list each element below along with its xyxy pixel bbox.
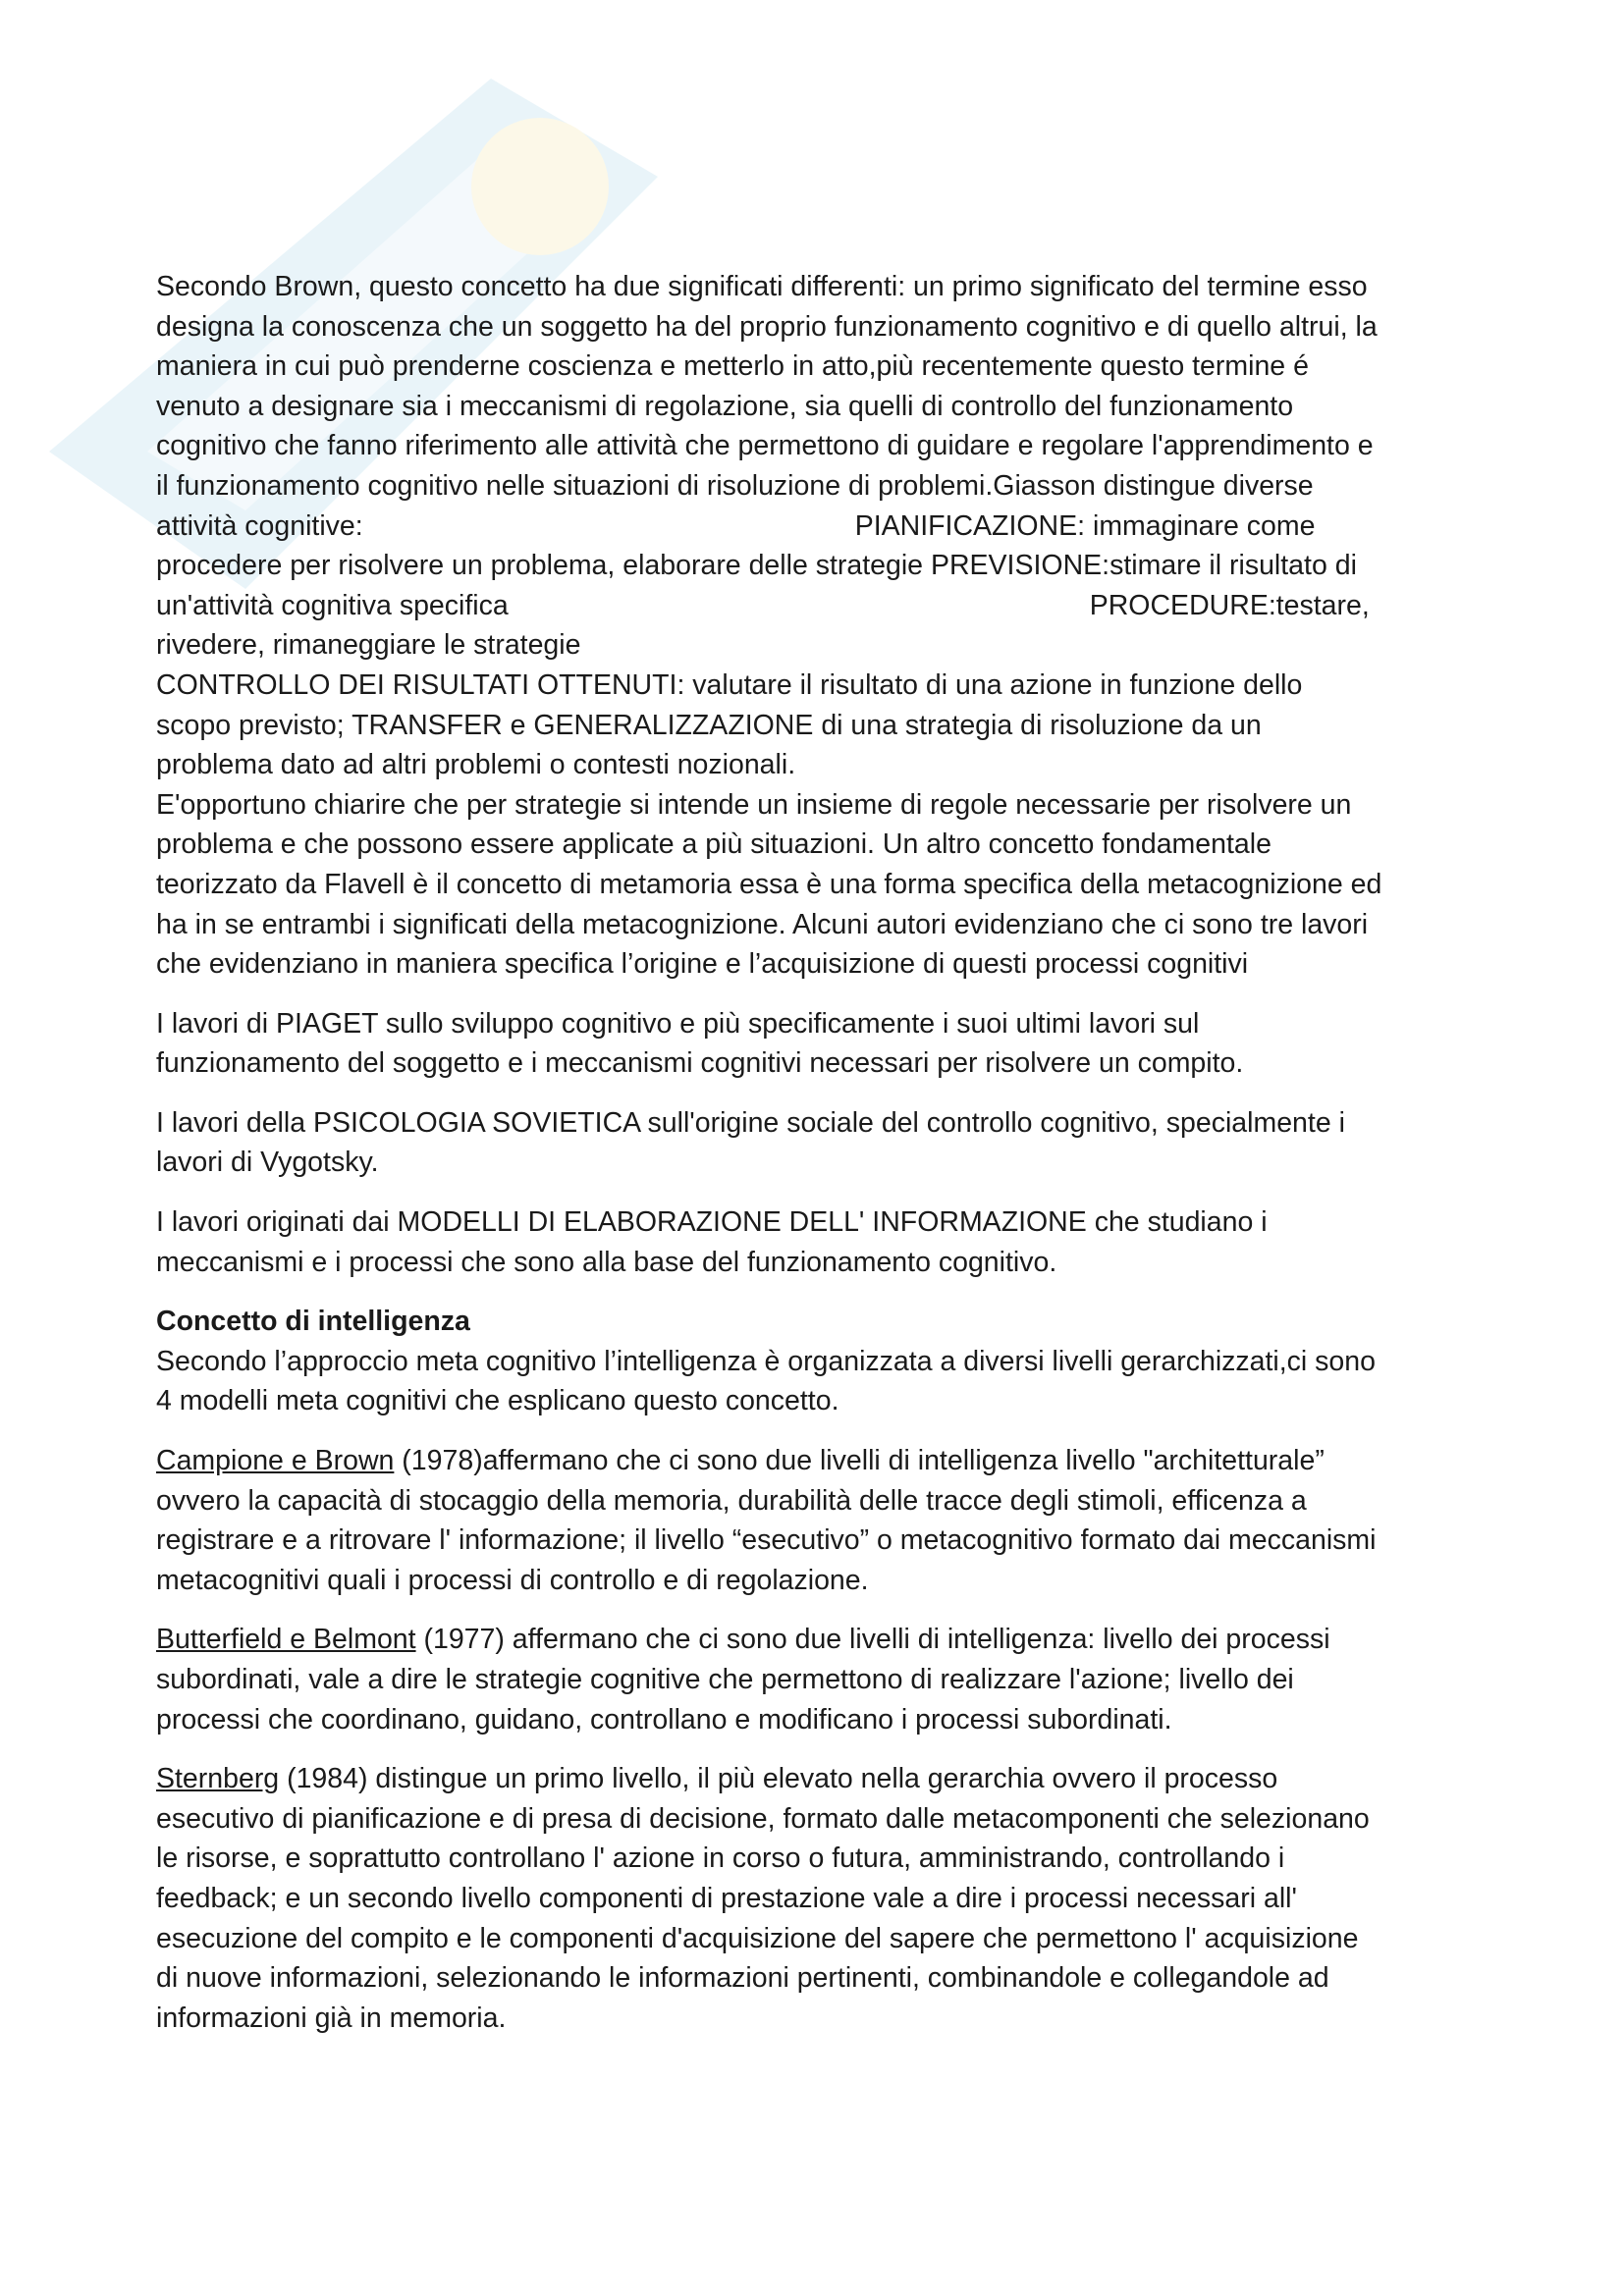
text-line: lavori di Vygotsky. [156, 1147, 379, 1179]
document-body [156, 267, 1482, 2038]
text-line: che evidenziano in maniera specifica l’origine e l’acquisizione di questi processi cognitivi [156, 948, 1249, 981]
text-line: I lavori della PSICOLOGIA SOVIETICA sull'origine sociale del controllo cognitivo, specialmente i [156, 1106, 1345, 1139]
text-line: problema dato ad altri problemi o contesti nozionali. [156, 749, 796, 781]
paragraph-metacognition [156, 267, 1482, 985]
text-line: venuto a designare sia i meccanismi di regolazione, sia quelli di controllo del funzionamento [156, 390, 1294, 422]
author-name: Butterfield e Belmont [156, 1624, 416, 1656]
text-line: cognitivo che fanno riferimento alle attività che permettono di guidare e regolare l'apprendimento e [156, 430, 1374, 462]
text-line: registrare e a ritrovare l' informazione; il livello “esecutivo” o metacognitivo formato dai meccanismi [156, 1524, 1377, 1557]
text-line: informazioni già in memoria. [156, 2002, 507, 2034]
paragraph-butterfield-belmont [156, 1620, 1482, 1739]
text-line: rivedere, rimaneggiare le strategie [156, 629, 581, 662]
text-line: di nuove informazioni, selezionando le informazioni pertinenti, combinandole e collegandole ad [156, 1962, 1329, 1995]
text-line: feedback; e un secondo livello componenti di prestazione vale a dire i processi necessari all' [156, 1882, 1297, 1914]
text-line: teorizzato da Flavell è il concetto di metamoria essa è una forma specifica della metacognizione ed [156, 868, 1382, 900]
text-fragment: attività cognitive: [156, 509, 363, 542]
text-line: processi che coordinano, guidano, controllano e modificano i processi subordinati. [156, 1703, 1172, 1735]
text-line: maniera in cui può prenderne coscienza e metterlo in atto,più recentemente questo termine é [156, 350, 1309, 383]
paragraph-piaget [156, 1004, 1482, 1084]
author-name: Sternberg [156, 1763, 280, 1795]
section-heading: Concetto di intelligenza [156, 1306, 470, 1338]
text-line: subordinati, vale a dire le strategie cognitive che permettono di realizzare l'azione; livello dei [156, 1664, 1294, 1695]
text-line [156, 1441, 1482, 1481]
section-intelligence [156, 1302, 1482, 1421]
text-line: esecutivo di pianificazione e di presa di decisione, formato dalle metacomponenti che selezionano [156, 1802, 1370, 1835]
text-line: designa la conoscenza che un soggetto ha del proprio funzionamento cognitivo e di quello altrui, la [156, 310, 1378, 343]
text-line: funzionamento del soggetto e i meccanismi cognitivi necessari per risolvere un compito. [156, 1047, 1244, 1080]
paragraph-soviet-psychology [156, 1103, 1482, 1183]
text-line [156, 1759, 1482, 1799]
text-line: ovvero la capacità di stocaggio della memoria, durabilità delle tracce degli stimoli, efficenza a [156, 1484, 1307, 1517]
text-line: ha in se entrambi i significati della metacognizione. Alcuni autori evidenziano che ci sono tre lavori [156, 908, 1369, 940]
text-line: CONTROLLO DEI RISULTATI OTTENUTI: valutare il risultato di una azione in funzione dello [156, 668, 1303, 701]
text-line [156, 507, 1482, 547]
text-line: esecuzione del compito e le componenti d'acquisizione del sapere che permettono l' acquisizione [156, 1922, 1359, 1954]
paragraph-campione-brown [156, 1441, 1482, 1600]
text-fragment: un'attività cognitiva specifica [156, 589, 509, 621]
text-line [156, 1620, 1482, 1660]
text-fragment: (1977) affermano che ci sono due livelli di intelligenza: livello dei processi [415, 1624, 1330, 1656]
text-fragment: (1984) distingue un primo livello, il più elevato nella gerarchia ovvero il processo [279, 1763, 1278, 1795]
text-line: Secondo l’approccio meta cognitivo l’intelligenza è organizzata a diversi livelli gerarchizzati,ci sono [156, 1345, 1376, 1377]
text-line: procedere per risolvere un problema, elaborare delle strategie PREVISIONE:stimare il risultato di [156, 550, 1357, 582]
text-fragment: (1978)affermano che ci sono due livelli di intelligenza livello "architetturale” [394, 1445, 1325, 1477]
text-line: I lavori originati dai MODELLI DI ELABORAZIONE DELL' INFORMAZIONE che studiano i [156, 1206, 1268, 1239]
text-line: 4 modelli meta cognitivi che esplicano questo concetto. [156, 1385, 839, 1417]
text-fragment: PIANIFICAZIONE: immaginare come [854, 509, 1316, 542]
text-line: il funzionamento cognitivo nelle situazioni di risoluzione di problemi.Giasson distingue diverse [156, 469, 1314, 502]
text-line: le risorse, e soprattutto controllano l' azione in corso o futura, amministrando, controllando i [156, 1842, 1285, 1875]
author-name: Campione e Brown [156, 1445, 395, 1477]
text-line: problema e che possono essere applicate a più situazioni. Un altro concetto fondamentale [156, 828, 1271, 861]
text-line: I lavori di PIAGET sullo sviluppo cognitivo e più specificamente i suoi ultimi lavori sul [156, 1007, 1200, 1040]
text-line [156, 586, 1482, 626]
text-line: scopo previsto; TRANSFER e GENERALIZZAZIONE di una strategia di risoluzione da un [156, 709, 1262, 741]
text-line: Secondo Brown, questo concetto ha due significati differenti: un primo significato del termine esso [156, 271, 1368, 302]
text-fragment: PROCEDURE:testare, [1089, 589, 1370, 621]
paragraph-sternberg [156, 1759, 1482, 2038]
paragraph-information-models [156, 1202, 1482, 1282]
text-line: meccanismi e i processi che sono alla base del funzionamento cognitivo. [156, 1246, 1057, 1278]
text-line: E'opportuno chiarire che per strategie si intende un insieme di regole necessarie per risolvere un [156, 788, 1352, 821]
text-line: metacognitivi quali i processi di controllo e di regolazione. [156, 1564, 869, 1596]
